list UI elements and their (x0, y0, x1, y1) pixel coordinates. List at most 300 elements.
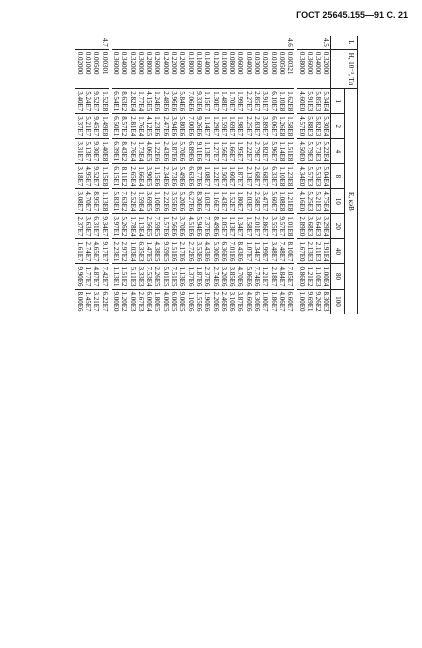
flux-value: 5.88E3 (305, 116, 314, 137)
h-value: 0.32000 (322, 51, 331, 75)
flux-value: 1.58E7 (244, 216, 253, 237)
flux-value: 2.76E4 (128, 141, 137, 162)
flux-values-cell (76, 89, 109, 114)
flux-value: 4.38E5 (153, 241, 162, 262)
flux-value: 3.10E6 (228, 291, 237, 312)
flux-value: 5.49E6 (178, 166, 187, 187)
flux-value: 2.43E6 (161, 141, 170, 162)
h-value: 0.01000 (269, 51, 278, 75)
h-value: 0.18000 (186, 51, 195, 75)
flux-value: 1.34E7 (236, 216, 245, 237)
flux-value: 6.89E6 (186, 141, 195, 162)
flux-value: 4.70E6 (236, 266, 245, 287)
flux-value: 9.33E6 (194, 91, 203, 112)
energy-header: 40 (331, 239, 344, 264)
flux-value: 4.87E7 (92, 266, 101, 287)
flux-value: 4.60E6 (244, 291, 253, 312)
flux-values-cell (76, 139, 109, 164)
flux-value: 3.87E6 (170, 141, 179, 162)
flux-value: 9.34E7 (100, 216, 109, 237)
flux-value: 3.94E6 (170, 116, 179, 137)
h-value: 0.20000 (178, 51, 187, 75)
flux-value: 1.22E7 (211, 166, 220, 187)
flux-value: 1.76E4 (136, 116, 145, 137)
flux-value: 1.13E6 (178, 266, 187, 287)
flux-value: 9.45E7 (92, 116, 101, 137)
flux-value: 2.74E7 (84, 241, 93, 262)
flux-value: 1.86E7 (269, 291, 278, 312)
flux-value: 1.15E7 (203, 91, 212, 112)
flux-value: 7.37E6 (203, 216, 212, 237)
flux-value: 4.06E7 (277, 291, 286, 312)
flux-value: 4.60E0 (297, 91, 306, 112)
flux-value: 5.96E7 (269, 141, 278, 162)
h-value: 0.34000 (120, 51, 129, 75)
flux-value: 3.64E3 (314, 216, 323, 237)
h-values-cell (76, 49, 109, 89)
h-value: 0.02000 (75, 51, 84, 75)
flux-value: 5.73E3 (314, 141, 323, 162)
h-value: 0.14000 (203, 51, 212, 75)
h-value: 0.00301 (100, 51, 109, 75)
flux-value: 6.54E1 (111, 91, 120, 112)
flux-value: 4.84E7 (277, 266, 286, 287)
flux-value: 1.52E7 (228, 191, 237, 212)
h-value: 0.10000 (219, 51, 228, 75)
flux-value: 1.00E0 (297, 291, 306, 312)
flux-value: 6.00E4 (145, 291, 154, 312)
flux-value: 1.14E7 (203, 116, 212, 137)
flux-value: 2.22E6 (161, 191, 170, 212)
flux-values-cell (76, 189, 109, 214)
flux-value: 4.16E0 (297, 191, 306, 212)
flux-value: 5.80E6 (178, 116, 187, 137)
flux-value: 7.48E7 (277, 241, 286, 262)
flux-value: 1.24E6 (153, 91, 162, 112)
flux-value: 6.15E1 (111, 166, 120, 187)
flux-value: 7.51E5 (170, 266, 179, 287)
flux-value: 2.03E7 (244, 191, 253, 212)
h-value: 0.36000 (305, 51, 314, 75)
h-value: 0.30000 (136, 51, 145, 75)
flux-value: 1.01E8 (286, 216, 295, 237)
energy-header: 4 (331, 139, 344, 164)
l-value: 4.6 (286, 38, 295, 47)
flux-value: 4.65E7 (92, 241, 101, 262)
h-value: 0.22000 (170, 51, 179, 75)
flux-value: 1.52E8 (100, 91, 109, 112)
flux-values-cell (297, 164, 331, 189)
energy-header: 2 (331, 114, 344, 139)
flux-value: 1.73E4 (136, 141, 145, 162)
flux-value: 5.53E3 (314, 166, 323, 187)
flux-value: 1.08E8 (277, 191, 286, 212)
flux-value: 2.72E6 (186, 241, 195, 262)
table-section-row (112, 36, 295, 314)
flux-value: 1.05E7 (219, 216, 228, 237)
flux-values-cell (112, 214, 295, 239)
flux-value: 2.65E4 (128, 166, 137, 187)
flux-value: 9.90E6 (75, 266, 84, 287)
energy-header: 80 (331, 264, 344, 289)
h-value: 0.36000 (111, 51, 120, 75)
flux-value: 3.70E6 (178, 216, 187, 237)
flux-value: 3.29E4 (322, 216, 331, 237)
flux-value: 1.10E3 (314, 266, 323, 287)
flux-value: 5.94E6 (194, 216, 203, 237)
h-value: 0.06000 (236, 51, 245, 75)
flux-values-cell (112, 164, 295, 189)
flux-value: 4.00E3 (128, 291, 137, 312)
flux-value: 1.99E7 (236, 91, 245, 112)
flux-value: 1.49E8 (100, 116, 109, 137)
flux-value: 9.52E7 (92, 166, 101, 187)
flux-value: 1.27E7 (211, 141, 220, 162)
flux-value: 1.80E5 (153, 291, 162, 312)
flux-value: 3.21E7 (92, 291, 101, 312)
flux-value: 3.73E6 (170, 166, 179, 187)
flux-value: 1.00E7 (261, 291, 270, 312)
energy-header: 100 (331, 289, 344, 314)
flux-value: 1.69E7 (228, 116, 237, 137)
flux-value: 7.42E7 (100, 266, 109, 287)
flux-value: 1.10E8 (277, 91, 286, 112)
flux-value: 3.97E1 (111, 216, 120, 237)
flux-value: 3.33E3 (136, 266, 145, 287)
flux-value: 2.34E6 (161, 166, 170, 187)
h-value: 0.03000 (253, 51, 262, 75)
flux-value: 1.78E4 (128, 216, 137, 237)
flux-value: 2.85E7 (253, 91, 262, 112)
flux-value: 1.21E8 (286, 191, 295, 212)
flux-value: 9.57E7 (277, 216, 286, 237)
flux-value: 1.56E7 (219, 141, 228, 162)
flux-value: 2.48E6 (161, 91, 170, 112)
table-body (76, 36, 331, 314)
flux-value: 5.21E7 (84, 116, 93, 137)
flux-value: 1.87E6 (194, 266, 203, 287)
flux-value: 1.98E7 (236, 116, 245, 137)
page-header: ГОСТ 25645.155—91 С. 21 (296, 10, 408, 20)
h-value: 0.02000 (261, 51, 270, 75)
flux-values-cell (112, 189, 295, 214)
flux-value: 2.37E6 (203, 266, 212, 287)
flux-value: 5.30E6 (211, 241, 220, 262)
flux-value: 3.96E6 (170, 91, 179, 112)
table-section-row (76, 36, 109, 314)
flux-value: 2.47E6 (161, 116, 170, 137)
flux-value: 4.12E5 (145, 116, 154, 137)
flux-value: 1.15E6 (153, 166, 162, 187)
flux-value: 7.74E6 (253, 266, 262, 287)
flux-value: 2.74E6 (211, 266, 220, 287)
flux-value: 2.58E7 (253, 191, 262, 212)
flux-value: 7.06E6 (186, 91, 195, 112)
h-value: 0.00500 (92, 51, 101, 75)
flux-values-cell (112, 89, 295, 114)
rotated-table-block (8, 36, 378, 616)
flux-value: 5.82E3 (314, 116, 323, 137)
flux-value: 3.40E7 (75, 91, 84, 112)
flux-value: 5.20E6 (178, 191, 187, 212)
flux-value: 9.59E5 (161, 241, 170, 262)
flux-value: 1.66E4 (136, 166, 145, 187)
flux-value: 4.57E0 (297, 116, 306, 137)
flux-values-cell (76, 264, 109, 289)
flux-value: 1.37E6 (186, 266, 195, 287)
flux-value: 6.50E1 (111, 116, 120, 137)
flux-value: 3.69E5 (145, 191, 154, 212)
flux-value: 5.91E3 (305, 91, 314, 112)
flux-value: 2.25E7 (244, 116, 253, 137)
flux-value: 3.63E7 (84, 216, 93, 237)
h-value: 0.34000 (314, 51, 323, 75)
flux-values-cell (297, 139, 331, 164)
flux-value: 8.49E6 (211, 216, 220, 237)
flux-value: 2.20E6 (211, 291, 220, 312)
flux-value: 1.13E1 (111, 266, 120, 287)
flux-value: 1.21E2 (305, 266, 314, 287)
flux-value: 1.77E4 (136, 91, 145, 112)
flux-values-cell (297, 114, 331, 139)
flux-value: 1.70E7 (228, 91, 237, 112)
flux-value: 1.10E6 (153, 191, 162, 212)
flux-value: 9.00E0 (111, 291, 120, 312)
flux-values-cell (112, 264, 295, 289)
flux-value: 9.69E1 (305, 291, 314, 312)
flux-values-cell (76, 114, 109, 139)
flux-value: 5.84E6 (178, 91, 187, 112)
flux-value: 5.13E7 (84, 141, 93, 162)
flux-value: 3.20E6 (219, 266, 228, 287)
flux-value: 3.85E6 (228, 266, 237, 287)
flux-value: 9.26E2 (314, 291, 323, 312)
flux-value: 4.75E4 (322, 191, 331, 212)
flux-value: 9.00E5 (178, 291, 187, 312)
flux-value: 1.23E8 (286, 166, 295, 187)
flux-value: 1.13E8 (100, 191, 109, 212)
flux-value: 5.70E6 (178, 141, 187, 162)
h-values-cell (297, 49, 331, 89)
flux-value: 4.00E5 (161, 291, 170, 312)
h-value: 0.00321 (286, 51, 295, 75)
flux-value: 3.82E7 (261, 141, 270, 162)
flux-value: 6.31E7 (92, 216, 101, 237)
flux-value: 3.55E6 (170, 191, 179, 212)
flux-value: 3.90E5 (145, 166, 154, 187)
flux-value: 5.79E3 (305, 141, 314, 162)
flux-value: 1.34E7 (253, 241, 262, 262)
flux-value: 5.57E3 (305, 166, 314, 187)
flux-value: 5.11E3 (128, 266, 137, 287)
flux-value: 3.89E7 (261, 116, 270, 137)
flux-value: 1.21E7 (261, 266, 270, 287)
flux-value: 6.63E6 (186, 166, 195, 187)
flux-value: 7.00E6 (186, 116, 195, 137)
flux-value: 1.10E8 (277, 166, 286, 187)
flux-values-cell (297, 89, 331, 114)
energy-header: 1 (331, 89, 344, 114)
h-value: 0.26000 (153, 51, 162, 75)
h-value: 0.00500 (277, 51, 286, 75)
flux-value: 1.43E7 (219, 191, 228, 212)
col-header-e-group: E, кэВ (344, 89, 357, 314)
flux-value: 8.30E3 (322, 291, 331, 312)
flux-values-cell (297, 214, 331, 239)
flux-value: 6.60E7 (286, 291, 295, 312)
flux-value: 2.11E3 (314, 241, 323, 262)
flux-value: 8.43E2 (120, 141, 129, 162)
h-value: 0.24000 (161, 51, 170, 75)
flux-value: 4.95E7 (84, 166, 93, 187)
flux-value: 2.27E7 (244, 91, 253, 112)
flux-value: 1.95E7 (236, 141, 245, 162)
table-section-row (297, 36, 331, 314)
flux-value: 7.01E6 (228, 241, 237, 262)
col-header-l: L (331, 36, 358, 49)
flux-values-cell (297, 289, 331, 314)
flux-value: 1.99E7 (261, 241, 270, 262)
flux-value: 1.55E6 (194, 291, 203, 312)
flux-value: 1.10E6 (186, 291, 195, 312)
flux-value: 2.97E2 (120, 241, 129, 262)
flux-value: 2.89E0 (297, 216, 306, 237)
flux-value: 2.67E3 (136, 291, 145, 312)
flux-value: 4.50E0 (297, 141, 306, 162)
flux-value: 4.43E6 (203, 241, 212, 262)
h-value: 0.08000 (228, 51, 237, 75)
flux-value: 2.56E5 (145, 216, 154, 237)
h-value: 0.32000 (128, 51, 137, 75)
energy-header: 20 (331, 214, 344, 239)
flux-value: 1.57E6 (161, 216, 170, 237)
flux-value: 6.30E6 (253, 291, 262, 312)
flux-value: 1.29E7 (211, 116, 220, 137)
flux-value: 5.60E7 (269, 191, 278, 212)
flux-value: 2.68E7 (253, 166, 262, 187)
flux-value: 6.39E1 (111, 141, 120, 162)
flux-value: 1.00E4 (322, 266, 331, 287)
flux-value: 5.86E6 (244, 266, 253, 287)
flux-value: 5.24E7 (84, 91, 93, 112)
flux-value: 9.17E7 (100, 241, 109, 262)
flux-values-cell (76, 214, 109, 239)
flux-value: 6.00E5 (170, 291, 179, 312)
flux-values-cell (112, 239, 295, 264)
flux-value: 3.53E6 (194, 241, 203, 262)
flux-value: 2.81E4 (128, 116, 137, 137)
flux-value: 3.68E3 (305, 216, 314, 237)
flux-value: 4.70E7 (84, 191, 93, 212)
flux-value: 8.30E6 (194, 191, 203, 212)
flux-value: 5.34E4 (322, 91, 331, 112)
flux-value: 1.80E7 (236, 191, 245, 212)
h-value: 0.12000 (211, 51, 220, 75)
flux-value: 2.79E7 (253, 141, 262, 162)
flux-value: 2.13E3 (305, 241, 314, 262)
flux-value: 3.91E7 (261, 91, 270, 112)
flux-value: 8.11E2 (120, 166, 129, 187)
flux-value: 1.16E7 (211, 191, 220, 212)
flux-value: 2.18E7 (269, 266, 278, 287)
flux-value: 2.83E7 (253, 116, 262, 137)
flux-value: 1.22E6 (153, 141, 162, 162)
flux-value: 5.26E2 (120, 216, 129, 237)
flux-value: 1.13E7 (228, 216, 237, 237)
flux-value: 2.01E7 (253, 216, 262, 237)
flux-values-cell (112, 114, 295, 139)
flux-values-cell (112, 289, 295, 314)
flux-value: 1.60E7 (228, 166, 237, 187)
h-value: 0.28000 (145, 51, 154, 75)
data-table (76, 36, 359, 314)
flux-value: 1.90E6 (203, 291, 212, 312)
flux-value: 7.53E4 (145, 266, 154, 287)
flux-value: 1.03E7 (203, 191, 212, 212)
flux-value: 8.43E6 (236, 241, 245, 262)
flux-values-cell (76, 289, 109, 314)
h-value: 0.16000 (194, 51, 203, 75)
flux-value: 7.63E2 (120, 191, 129, 212)
flux-value: 6.27E6 (186, 191, 195, 212)
flux-value: 5.01E5 (161, 266, 170, 287)
flux-value: 3.47E7 (261, 191, 270, 212)
flux-value: 1.23E6 (153, 116, 162, 137)
flux-value: 1.15E8 (100, 166, 109, 187)
flux-value: 1.20E2 (120, 291, 129, 312)
flux-value: 5.04E4 (322, 166, 331, 187)
col-header-h: H, 10⁻³, Tл (331, 49, 358, 89)
flux-value: 1.51E8 (286, 141, 295, 162)
flux-value: 1.30E7 (211, 91, 220, 112)
flux-value: 6.33E7 (269, 166, 278, 187)
flux-value: 1.03E4 (128, 241, 137, 262)
flux-values-cell (297, 239, 331, 264)
h-values-cell (112, 49, 295, 89)
flux-value: 1.59E4 (136, 191, 145, 212)
flux-value: 7.59E5 (153, 216, 162, 237)
flux-value: 5.25E3 (305, 191, 314, 212)
flux-value: 3.37E7 (75, 116, 84, 137)
flux-values-cell (76, 164, 109, 189)
flux-value: 0.86E0 (297, 266, 306, 287)
flux-value: 1.91E4 (322, 241, 331, 262)
flux-value: 4.51E6 (186, 216, 195, 237)
flux-value: 2.82E4 (128, 91, 137, 112)
flux-value: 3.18E7 (75, 166, 84, 187)
flux-value: 7.05E7 (286, 266, 295, 287)
l-value: 4.7 (100, 38, 109, 47)
flux-value: 1.08E7 (203, 166, 212, 187)
flux-value: 5.22E4 (322, 141, 331, 162)
flux-value: 8.10E7 (286, 241, 295, 262)
flux-value: 2.86E7 (261, 216, 270, 237)
flux-value: 3.31E7 (75, 141, 84, 162)
flux-values-cell (76, 239, 109, 264)
h-value: 0.01000 (84, 51, 93, 75)
flux-value: 1.77E7 (84, 266, 93, 287)
energy-header: 10 (331, 189, 344, 214)
flux-value: 6.10E7 (269, 91, 278, 112)
flux-value: 1.50E7 (219, 166, 228, 187)
flux-value: 4.06E5 (145, 141, 154, 162)
flux-value: 4.15E5 (145, 91, 154, 112)
flux-value: 1.26E8 (277, 116, 286, 137)
flux-value: 4.34E0 (297, 166, 306, 187)
flux-value: 2.46E6 (219, 291, 228, 312)
flux-value: 3.55E7 (269, 216, 278, 237)
flux-value: 5.83E1 (111, 191, 120, 212)
